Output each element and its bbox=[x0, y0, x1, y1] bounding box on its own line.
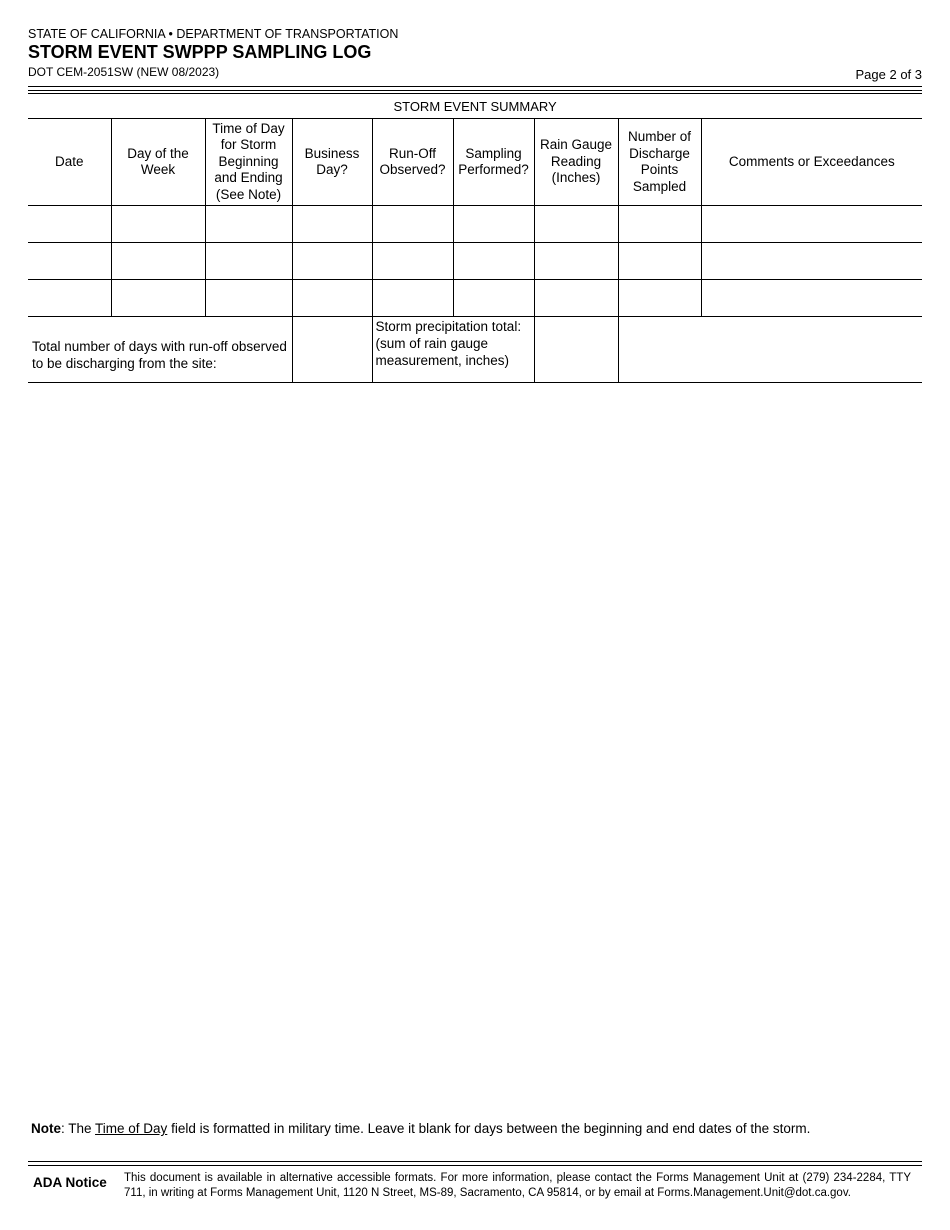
total-row-blank bbox=[618, 317, 922, 383]
precip-total-label: Storm precipitation total: (sum of rain gauge measurement, inches) bbox=[372, 317, 534, 383]
rain-gauge-field[interactable] bbox=[534, 243, 618, 280]
business-day-field[interactable] bbox=[292, 280, 372, 317]
comments-field[interactable] bbox=[701, 206, 922, 243]
footer-rule-top bbox=[28, 1161, 922, 1162]
day-of-week-field[interactable] bbox=[111, 280, 205, 317]
column-header-date: Date bbox=[28, 119, 111, 206]
note bbox=[31, 1121, 810, 1136]
column-header-runoff-observed: Run-Off Observed? bbox=[372, 119, 453, 206]
runoff-observed-field[interactable] bbox=[372, 243, 453, 280]
date-field[interactable] bbox=[28, 206, 111, 243]
storm-event-table bbox=[28, 93, 922, 383]
comments-field[interactable] bbox=[701, 243, 922, 280]
business-day-field[interactable] bbox=[292, 243, 372, 280]
note-field-name: Time of Day bbox=[95, 1121, 168, 1136]
time-of-day-field[interactable] bbox=[205, 280, 292, 317]
day-of-week-field[interactable] bbox=[111, 206, 205, 243]
header-rule-top bbox=[28, 86, 922, 87]
agency-name: STATE OF CALIFORNIA • DEPARTMENT OF TRANSPORTATION bbox=[28, 27, 399, 41]
note-label: Note bbox=[31, 1121, 61, 1136]
column-header-rain-gauge: Rain Gauge Reading (Inches) bbox=[534, 119, 618, 206]
note-text: field is formatted in military time. Leave it blank for days between the beginning and end dates of the storm. bbox=[167, 1121, 811, 1136]
form-number: DOT CEM-2051SW (NEW 08/2023) bbox=[28, 65, 220, 79]
column-header-comments: Comments or Exceedances bbox=[701, 119, 922, 206]
discharge-points-field[interactable] bbox=[618, 206, 701, 243]
runoff-observed-field[interactable] bbox=[372, 206, 453, 243]
total-days-field[interactable] bbox=[292, 317, 372, 383]
sampling-performed-field[interactable] bbox=[453, 206, 534, 243]
ada-notice-text: This document is available in alternative accessible formats. For more information, please contact the Forms Management Unit at (279) 234-2284, TTY 711, in writing at Forms Management Unit, 1120 N Street, MS-89, Sacramento, CA 95814, or by email at Forms.Management.Unit@dot.ca.gov. bbox=[124, 1172, 911, 1199]
table-row bbox=[28, 280, 922, 317]
ada-notice-label: ADA Notice bbox=[33, 1175, 107, 1190]
column-header-time-of-day: Time of Day for Storm Beginning and Ending (See Note) bbox=[205, 119, 292, 206]
date-field[interactable] bbox=[28, 243, 111, 280]
note-prefix: : The bbox=[61, 1121, 96, 1136]
page-number: Page 2 of 3 bbox=[855, 67, 922, 82]
column-header-sampling-performed: Sampling Performed? bbox=[453, 119, 534, 206]
comments-field[interactable] bbox=[701, 280, 922, 317]
sampling-performed-field[interactable] bbox=[453, 280, 534, 317]
day-of-week-field[interactable] bbox=[111, 243, 205, 280]
column-header-business-day: Business Day? bbox=[292, 119, 372, 206]
section-title: STORM EVENT SUMMARY bbox=[28, 94, 922, 119]
footer-rule-bottom bbox=[28, 1165, 922, 1166]
date-field[interactable] bbox=[28, 280, 111, 317]
time-of-day-field[interactable] bbox=[205, 206, 292, 243]
header-rule-bottom bbox=[28, 90, 922, 91]
rain-gauge-field[interactable] bbox=[534, 206, 618, 243]
table-row bbox=[28, 206, 922, 243]
rain-gauge-field[interactable] bbox=[534, 280, 618, 317]
discharge-points-field[interactable] bbox=[618, 243, 701, 280]
runoff-observed-field[interactable] bbox=[372, 280, 453, 317]
column-header-day-of-week: Day of the Week bbox=[111, 119, 205, 206]
precip-total-field[interactable] bbox=[534, 317, 618, 383]
business-day-field[interactable] bbox=[292, 206, 372, 243]
table-row bbox=[28, 243, 922, 280]
sampling-performed-field[interactable] bbox=[453, 243, 534, 280]
form-title: STORM EVENT SWPPP SAMPLING LOG bbox=[28, 42, 372, 62]
discharge-points-field[interactable] bbox=[618, 280, 701, 317]
time-of-day-field[interactable] bbox=[205, 243, 292, 280]
total-days-label: Total number of days with run-off observed to be discharging from the site: bbox=[28, 317, 292, 383]
column-header-discharge-points: Number of Discharge Points Sampled bbox=[618, 119, 701, 206]
